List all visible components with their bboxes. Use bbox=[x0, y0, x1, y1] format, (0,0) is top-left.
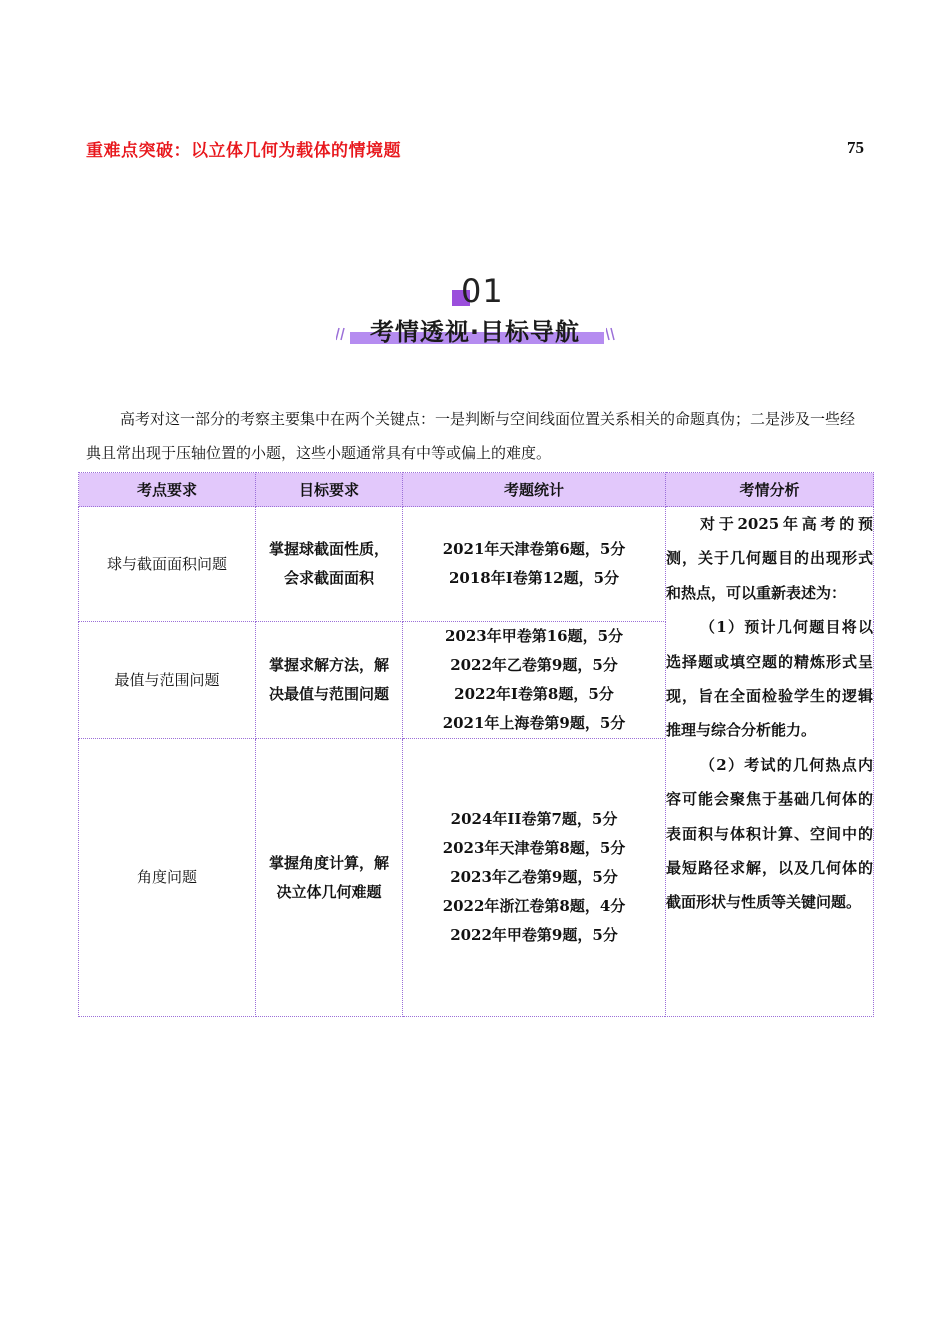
stat-line: 2023年天津卷第8题，5分 bbox=[442, 839, 626, 857]
row-stats bbox=[403, 739, 666, 1017]
stat-line: 2021年天津卷第6题，5分 bbox=[442, 540, 626, 558]
analysis-cell bbox=[666, 507, 874, 1017]
stat-line: 2024年II卷第7题，5分 bbox=[450, 810, 618, 828]
stat-line: 2022年甲卷第9题，5分 bbox=[450, 926, 618, 944]
row-stats bbox=[403, 622, 666, 739]
topic-text: 最值与范围问题 bbox=[114, 670, 220, 689]
goal-text: 掌握求解方法，解决最值与范围问题 bbox=[268, 656, 389, 703]
stat-line: 2022年浙江卷第8题，4分 bbox=[442, 897, 626, 915]
row-goal bbox=[256, 622, 403, 739]
exam-analysis-table bbox=[78, 472, 874, 1017]
intro-paragraph: 高考对这一部分的考察主要集中在两个关键点：一是判断与空间线面位置关系相关的命题真伪；二是涉及一些经典且常出现于压轴位置的小题，这些小题通常具有中等或偏上的难度。 bbox=[86, 410, 856, 462]
analysis-paragraph: （2）考试的几何热点内容可能会聚焦于基础几何体的表面积与体积计算、空间中的最短路径求解，以及几何体的截面形状与性质等关键问题。 bbox=[666, 755, 873, 912]
stat-line: 2023年乙卷第9题，5分 bbox=[450, 868, 618, 886]
topic-text: 角度问题 bbox=[136, 868, 197, 886]
row-goal bbox=[256, 507, 403, 622]
header-goal: 目标要求 bbox=[256, 473, 403, 507]
header-analysis: 考情分析 bbox=[666, 473, 874, 507]
table-header-row bbox=[79, 473, 874, 507]
row-topic bbox=[79, 739, 256, 1017]
stat-line: 2022年I卷第8题，5分 bbox=[454, 685, 614, 703]
header-stats: 考题统计 bbox=[403, 473, 666, 507]
section-banner bbox=[330, 272, 620, 352]
analysis-paragraph: （1）预计几何题目将以选择题或填空题的精炼形式呈现，旨在全面检验学生的逻辑推理与综合分析能力。 bbox=[666, 618, 873, 740]
page-header-title: 重难点突破：以立体几何为载体的情境题 bbox=[86, 141, 401, 161]
analysis-paragraph: 对于2025年高考的预测，关于几何题目的出现形式和热点，可以重新表述为： bbox=[666, 515, 873, 602]
row-topic bbox=[79, 507, 256, 622]
section-title: 考情透视·目标导航 bbox=[369, 318, 581, 346]
goal-text: 掌握球截面性质，会求截面面积 bbox=[268, 540, 389, 587]
row-stats bbox=[403, 507, 666, 622]
header-topic: 考点要求 bbox=[79, 473, 256, 507]
section-number: 01 bbox=[461, 272, 504, 310]
goal-text: 掌握角度计算，解决立体几何难题 bbox=[268, 853, 389, 901]
stat-line: 2022年乙卷第9题，5分 bbox=[450, 656, 618, 674]
row-topic bbox=[79, 622, 256, 739]
stat-line: 2018年I卷第12题，5分 bbox=[448, 569, 620, 587]
page-number: 75 bbox=[847, 138, 864, 157]
stat-line: 2021年上海卷第9题，5分 bbox=[442, 714, 626, 732]
row-goal bbox=[256, 739, 403, 1017]
topic-text: 球与截面面积问题 bbox=[106, 554, 227, 573]
table-row bbox=[79, 507, 874, 622]
stat-line: 2023年甲卷第16题，5分 bbox=[444, 627, 624, 645]
